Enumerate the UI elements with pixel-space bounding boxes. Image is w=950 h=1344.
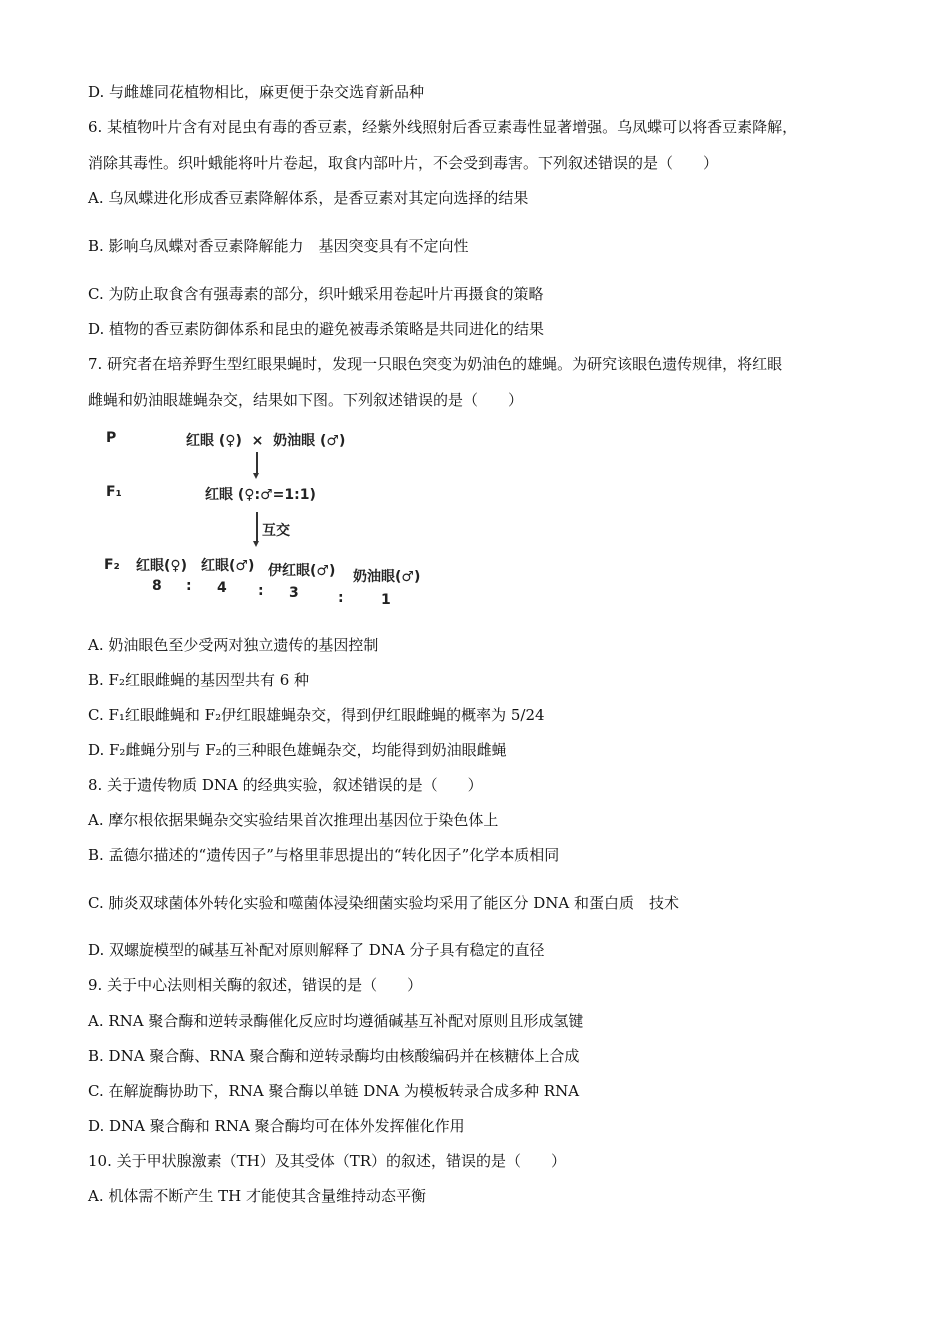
ratio-colon: :	[186, 578, 192, 594]
text-line: C. F₁红眼雌蝇和 F₂伊红眼雄蝇杂交，得到伊红眼雌蝇的概率为 5/24	[88, 706, 545, 724]
f2-ratio: 8	[152, 578, 162, 594]
text-line: D. 与雌雄同花植物相比，麻更便于杂交选育新品种	[88, 83, 425, 101]
text-line: C. 肺炎双球菌体外转化实验和噬菌体浸染细菌实验均采用了能区分 DNA 和蛋白质 技术	[88, 894, 680, 912]
text-line: D. DNA 聚合酶和 RNA 聚合酶均可在体外发挥催化作用	[88, 1117, 465, 1135]
parent-cross: 红眼 (♀) × 奶油眼 (♂)	[186, 433, 346, 449]
intercross-label: 互交	[262, 523, 290, 539]
f2-ratio: 4	[217, 580, 227, 596]
text-line: D. 植物的香豆素防御体系和昆虫的避免被毒杀策略是共同进化的结果	[88, 320, 545, 338]
text-line: B. DNA 聚合酶、RNA 聚合酶和逆转录酶均由核酸编码并在核糖体上合成	[88, 1047, 580, 1065]
text-line: A. 乌凤蝶进化形成香豆素降解体系，是香豆素对其定向选择的结果	[88, 189, 529, 207]
text-line: C. 在解旋酶协助下，RNA 聚合酶以单链 DNA 为模板转录合成多种 RNA	[88, 1082, 580, 1100]
text-line: D. 双螺旋模型的碱基互补配对原则解释了 DNA 分子具有稳定的直径	[88, 941, 545, 959]
text-line: C. 为防止取食含有强毒素的部分，织叶蛾采用卷起叶片再摄食的策略	[88, 285, 544, 303]
f2-phenotype: 伊红眼(♂)	[268, 563, 336, 579]
text-line: A. RNA 聚合酶和逆转录酶催化反应时均遵循碱基互补配对原则且形成氢键	[88, 1012, 584, 1030]
f2-phenotype: 红眼(♂)	[201, 558, 255, 574]
f2-phenotype: 奶油眼(♂)	[353, 569, 421, 585]
text-line: 6. 某植物叶片含有对昆虫有毒的香豆素，经紫外线照射后香豆素毒性显著增强。乌凤蝶可以将香豆素降解，	[88, 118, 798, 136]
text-line: 雌蝇和奶油眼雄蝇杂交，结果如下图。下列叙述错误的是（ ）	[88, 391, 524, 409]
text-line: 10. 关于甲状腺激素（TH）及其受体（TR）的叙述，错误的是（ ）	[88, 1152, 567, 1170]
ratio-colon: :	[258, 583, 264, 599]
text-line: B. F₂红眼雌蝇的基因型共有 6 种	[88, 671, 310, 689]
text-line: B. 孟德尔描述的“遗传因子”与格里菲思提出的“转化因子”化学本质相同	[88, 846, 560, 864]
f1-result: 红眼 (♀:♂=1:1)	[205, 487, 316, 503]
text-line: A. 摩尔根依据果蝇杂交实验结果首次推理出基因位于染色体上	[88, 811, 499, 829]
text-line: 7. 研究者在培养野生型红眼果蝇时，发现一只眼色突变为奶油色的雄蝇。为研究该眼色遗传规律，将红眼	[88, 355, 783, 373]
generation-f2-label: F₂	[104, 557, 120, 573]
f2-ratio: 1	[381, 592, 391, 608]
text-line: A. 奶油眼色至少受两对独立遗传的基因控制	[88, 636, 379, 654]
ratio-colon: :	[338, 590, 344, 606]
text-line: B. 影响乌凤蝶对香豆素降解能力 基因突变具有不定向性	[88, 237, 469, 255]
generation-p-label: P	[106, 430, 117, 446]
generation-f1-label: F₁	[106, 484, 122, 500]
text-line: 8. 关于遗传物质 DNA 的经典实验，叙述错误的是（ ）	[88, 776, 483, 794]
arrow-down-icon	[256, 452, 258, 474]
f2-phenotype: 红眼(♀)	[136, 558, 188, 574]
arrow-down-icon	[256, 512, 258, 542]
text-line: 消除其毒性。织叶蛾能将叶片卷起，取食内部叶片，不会受到毒害。下列叙述错误的是（ ）	[88, 154, 719, 172]
text-line: 9. 关于中心法则相关酶的叙述，错误的是（ ）	[88, 976, 423, 994]
f2-ratio: 3	[289, 585, 299, 601]
text-line: D. F₂雌蝇分别与 F₂的三种眼色雄蝇杂交，均能得到奶油眼雌蝇	[88, 741, 507, 759]
text-line: A. 机体需不断产生 TH 才能使其含量维持动态平衡	[88, 1187, 426, 1205]
